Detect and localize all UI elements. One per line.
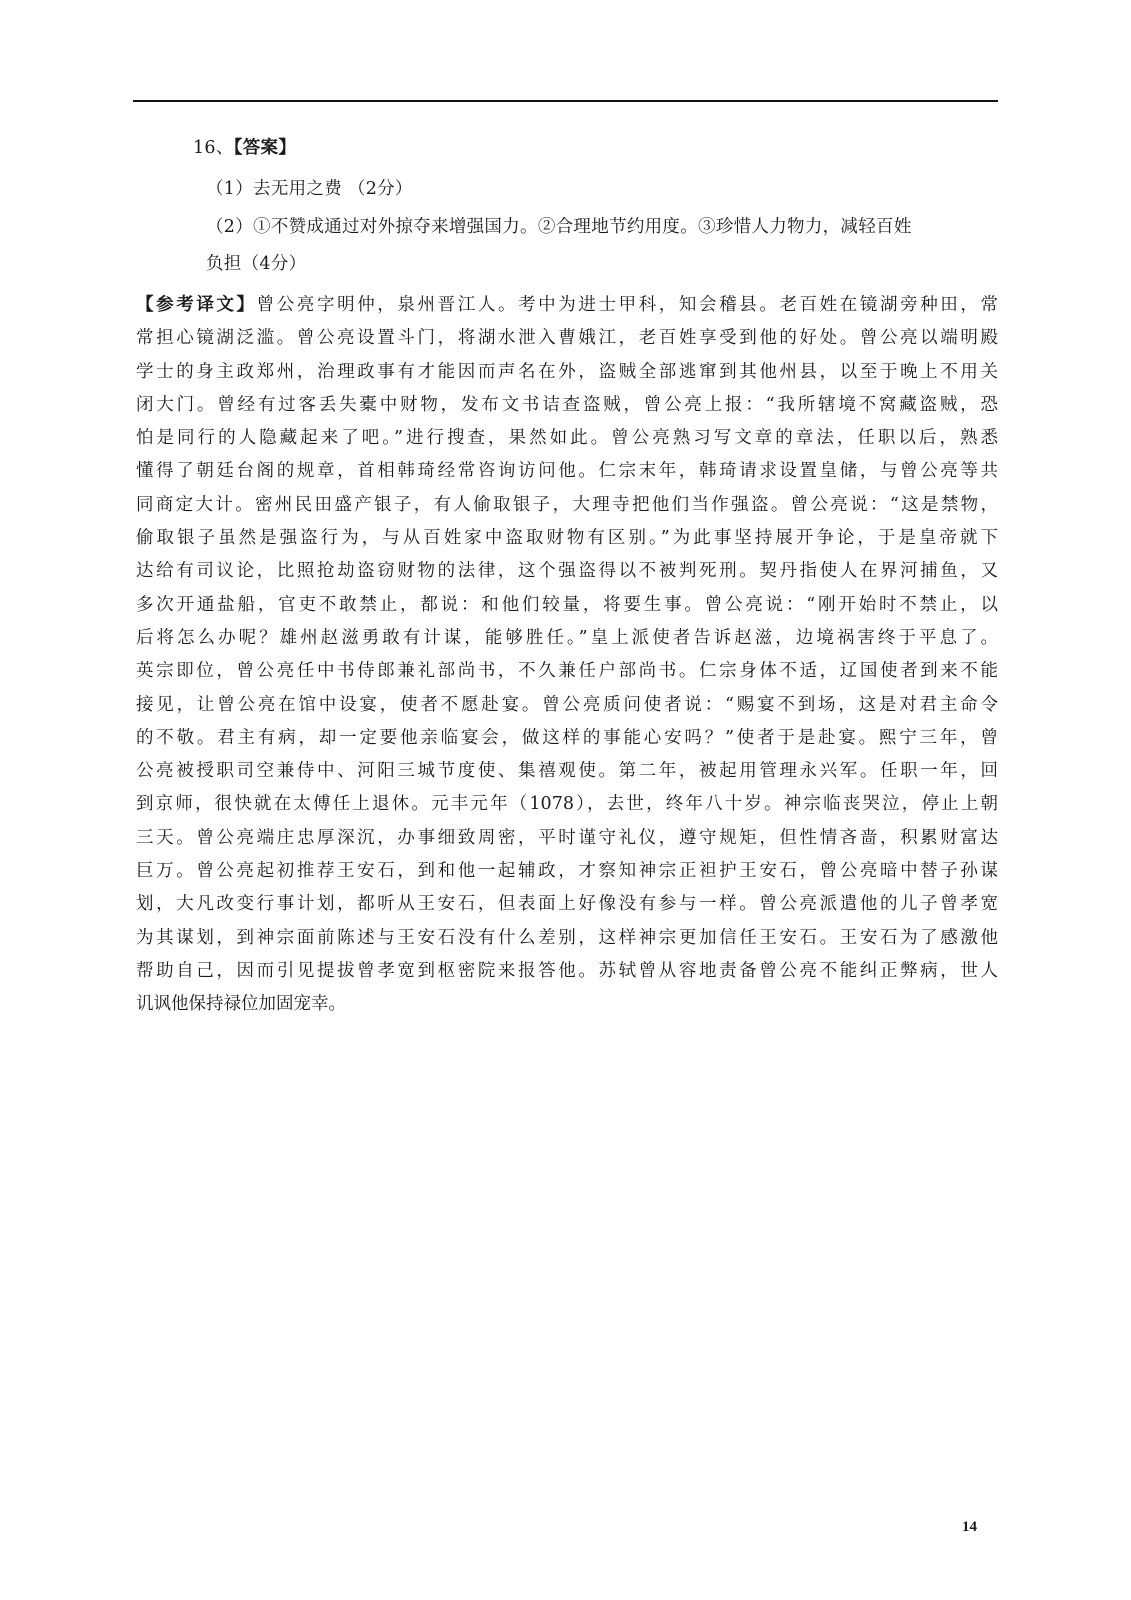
translation-line: 多次开通盐船，官吏不敢禁止，都说：和他们较量，将要生事。曾公亮说：“刚开始时不禁止，以 <box>136 594 998 615</box>
answer-2-line-1: （2）①不赞成通过对外掠夺来增强国力。②合理地节约用度。③珍惜人力物力，减轻百姓 <box>206 217 912 237</box>
translation-line: 常担心镜湖泛滥。曾公亮设置斗门，将湖水泄入曹娥江，老百姓享受到他的好处。曾公亮以端明殿 <box>136 328 998 349</box>
reference-translation <box>136 289 998 1022</box>
translation-line: 接见，让曾公亮在馆中设宴，使者不愿赴宴。曾公亮质问使者说：“赐宴不到场，这是对君主命令 <box>136 694 998 715</box>
translation-line: 三天。曾公亮端庄忠厚深沉，办事细致周密，平时谨守礼仪，遵守规矩，但性情吝啬，积累财富达 <box>136 827 998 848</box>
translation-line: 到京师，很快就在太傅任上退休。元丰元年（1078），去世，终年八十岁。神宗临丧哭泣，停止上朝 <box>136 794 998 815</box>
translation-line: 懂得了朝廷台阁的规章，首相韩琦经常咨询访问他。仁宗末年，韩琦请求设置皇储，与曾公亮等共 <box>136 461 998 482</box>
translation-text: 曾公亮字明仲，泉州晋江人。考中为进士甲科，知会稽县。老百姓在镜湖旁种田，常 <box>256 295 999 315</box>
translation-label: 【参考译文】 <box>136 295 257 315</box>
translation-line: 巨万。曾公亮起初推荐王安石，到和他一起辅政，才察知神宗正袒护王安石，曾公亮暗中替子孙谋 <box>136 861 998 882</box>
translation-line: 闭大门。曾经有过客丢失橐中财物，发布文书诘查盗贼，曾公亮上报：“我所辖境不窝藏盗贼，恐 <box>136 394 998 415</box>
header-rule <box>133 100 998 102</box>
translation-line: 划，大凡改变行事计划，都听从王安石，但表面上好像没有参与一样。曾公亮派遣他的儿子曾孝宽 <box>136 894 998 915</box>
translation-line: 学士的身主政郑州，治理政事有才能因而声名在外，盗贼全部逃窜到其他州县，以至于晚上不用关 <box>136 361 998 382</box>
translation-line: 达给有司议论，比照抢劫盗窃财物的法律，这个强盗得以不被判死刑。契丹指使人在界河捕鱼，又 <box>136 561 998 582</box>
page-number: 14 <box>962 1519 977 1535</box>
translation-line <box>136 289 998 322</box>
translation-line: 的不敬。君主有病，却一定要他亲临宴会，做这样的事能心安吗？”使者于是赴宴。熙宁三年，曾 <box>136 727 998 748</box>
translation-line: 怕是同行的人隐藏起来了吧。”进行搜查，果然如此。曾公亮熟习写文章的章法，任职以后，熟悉 <box>136 428 998 449</box>
translation-line: 为其谋划，到神宗面前陈述与王安石没有什么差别，这样神宗更加信任王安石。王安石为了感激他 <box>136 927 998 948</box>
translation-line: 帮助自己，因而引见提拔曾孝宽到枢密院来报答他。苏轼曾从容地责备曾公亮不能纠正弊病，世人 <box>136 960 998 981</box>
translation-line: 偷取银子虽然是强盗行为，与从百姓家中盗取财物有区别。”为此事坚持展开争论，于是皇帝就下 <box>136 528 998 549</box>
translation-line: 讥讽他保持禄位加固宠幸。 <box>136 994 346 1015</box>
answer-label: 【答案】 <box>233 138 297 158</box>
translation-line: 公亮被授职司空兼侍中、河阳三城节度使、集禧观使。第二年，被起用管理永兴军。任职一年，回 <box>136 761 998 782</box>
question-number: 16、 <box>193 138 234 158</box>
answer-1: （1）去无用之费 （2分） <box>206 179 413 199</box>
answer-2-line-2: 负担（4分） <box>206 254 307 274</box>
translation-line: 英宗即位，曾公亮任中书侍郎兼礼部尚书，不久兼任户部尚书。仁宗身体不适，辽国使者到来不能 <box>136 661 998 682</box>
translation-line: 同商定大计。密州民田盛产银子，有人偷取银子，大理寺把他们当作强盗。曾公亮说：“这是禁物， <box>136 494 998 515</box>
translation-line: 后将怎么办呢？雄州赵滋勇敢有计谋，能够胜任。”皇上派使者告诉赵滋，边境祸害终于平息了。 <box>136 627 998 648</box>
question-heading <box>193 134 296 159</box>
